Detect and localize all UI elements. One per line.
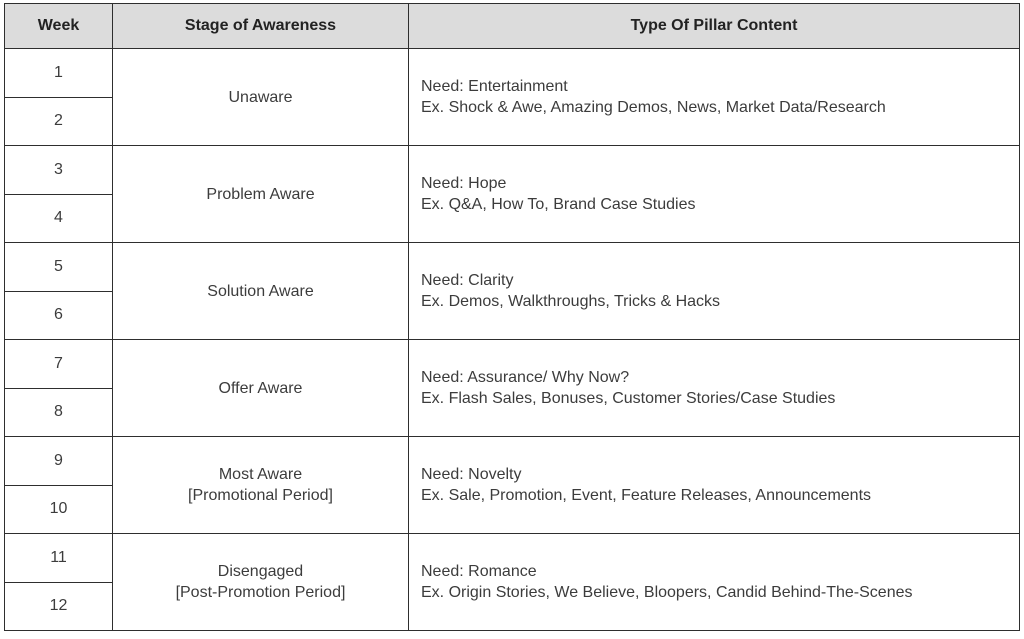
content-cell (409, 437, 1020, 534)
need-text: Need: Romance (421, 563, 537, 580)
table-header (5, 4, 1020, 49)
need-text: Need: Hope (421, 175, 507, 192)
header-stage: Stage of Awareness (113, 4, 409, 49)
stage-label: Disengaged (217, 563, 304, 580)
need-text: Need: Clarity (421, 272, 514, 289)
awareness-table-container (4, 3, 1020, 631)
stage-label: Problem Aware (206, 185, 315, 203)
header-week: Week (5, 4, 113, 49)
week-cell: 9 (5, 437, 113, 486)
stage-label: Offer Aware (218, 379, 303, 397)
stage-label: Unaware (228, 88, 293, 106)
week-cell: 10 (5, 485, 113, 534)
examples-text: Ex. Sale, Promotion, Event, Feature Releases, Announcements (421, 487, 872, 504)
header-row (5, 4, 1020, 49)
examples-text: Ex. Flash Sales, Bonuses, Customer Stories/Case Studies (421, 390, 836, 407)
stage-cell (113, 534, 409, 631)
content-cell (409, 146, 1020, 243)
stage-period: [Promotional Period] (188, 487, 333, 504)
table-row (5, 243, 1020, 292)
awareness-content-table (4, 3, 1020, 631)
week-cell: 1 (5, 49, 113, 98)
week-cell: 4 (5, 194, 113, 243)
need-text: Need: Assurance/ Why Now? (421, 369, 630, 386)
table-body (5, 49, 1020, 631)
content-cell (409, 340, 1020, 437)
table-row (5, 340, 1020, 389)
week-cell: 8 (5, 388, 113, 437)
content-cell (409, 534, 1020, 631)
stage-period: [Post-Promotion Period] (175, 584, 346, 601)
content-cell (409, 243, 1020, 340)
need-text: Need: Entertainment (421, 78, 568, 95)
week-cell: 12 (5, 582, 113, 631)
table-row (5, 534, 1020, 583)
week-cell: 7 (5, 340, 113, 389)
week-cell: 6 (5, 291, 113, 340)
week-cell: 2 (5, 97, 113, 146)
stage-cell (113, 243, 409, 340)
examples-text: Ex. Q&A, How To, Brand Case Studies (421, 196, 696, 213)
week-cell: 11 (5, 534, 113, 583)
need-text: Need: Novelty (421, 466, 522, 483)
stage-cell (113, 49, 409, 146)
content-cell (409, 49, 1020, 146)
table-row (5, 49, 1020, 98)
week-cell: 5 (5, 243, 113, 292)
stage-label: Solution Aware (207, 282, 314, 300)
examples-text: Ex. Origin Stories, We Believe, Bloopers, Candid Behind-The-Scenes (421, 584, 913, 601)
stage-cell (113, 340, 409, 437)
table-row (5, 437, 1020, 486)
stage-label: Most Aware (218, 466, 303, 483)
week-cell: 3 (5, 146, 113, 195)
stage-cell (113, 437, 409, 534)
table-row (5, 146, 1020, 195)
examples-text: Ex. Shock & Awe, Amazing Demos, News, Market Data/Research (421, 99, 886, 116)
examples-text: Ex. Demos, Walkthroughs, Tricks & Hacks (421, 293, 721, 310)
header-content-type: Type Of Pillar Content (409, 4, 1020, 49)
stage-cell (113, 146, 409, 243)
